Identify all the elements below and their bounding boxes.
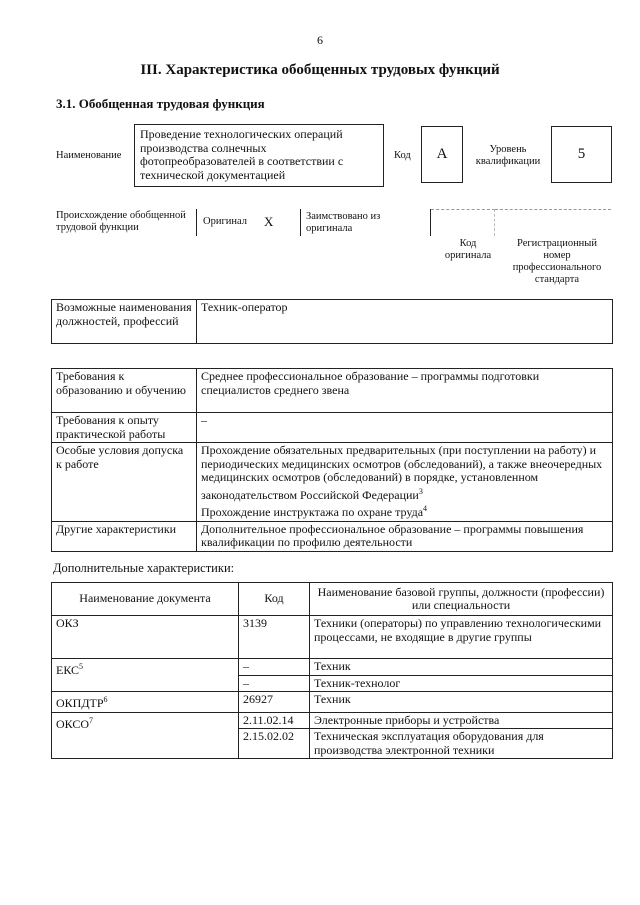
doc-cell [52, 712, 239, 759]
additional-title: Дополнительные характеристики: [53, 561, 235, 575]
code-box [421, 126, 463, 183]
conditions-value-2: Прохождение инструктажа по охране труда [201, 505, 424, 519]
doc-cell [52, 692, 239, 713]
table-row [52, 413, 613, 443]
header-name: Наименование базовой группы, должности (профессии) или специальности [310, 583, 613, 616]
original-label: Оригинал [203, 216, 247, 227]
function-name-box [134, 124, 384, 187]
subsection-title: 3.1. Обобщенная трудовая функция [56, 96, 265, 111]
conditions-label: Особые условия допуска к работе [52, 443, 197, 522]
table-header-row [52, 583, 613, 616]
doc-name: ЕКС [56, 663, 80, 677]
conditions-cell [197, 443, 613, 522]
education-value: Среднее профессиональное образование – программы подготовки специалистов среднего звена [197, 369, 613, 413]
name-cell: Техник [310, 692, 613, 713]
doc-cell [52, 616, 239, 659]
footnote-3: 3 [418, 486, 423, 496]
requirements-table [51, 368, 613, 552]
code-cell: – [239, 675, 310, 692]
experience-value: – [197, 413, 613, 443]
code-original-caption: Код оригинала [444, 238, 492, 261]
conditions-value: Прохождение обязательных предварительных (при поступлении на работу) и периодических медицинских осмотров (обследований), а также внеочередных медицинских осмотров (обследований) в порядке, установленном законодательством Российской Федерации [201, 443, 603, 502]
level-label: Уровень квалификации [475, 144, 541, 167]
table-row [52, 521, 613, 551]
code-cell: 3139 [239, 616, 310, 659]
header-document: Наименование документа [52, 583, 239, 616]
level-box [551, 126, 612, 183]
original-mark: X [264, 214, 274, 229]
footnote-5: 5 [79, 662, 84, 671]
name-cell: Техник [310, 659, 613, 676]
table-row [52, 659, 613, 676]
other-label: Другие характеристики [52, 521, 197, 551]
positions-label: Возможные наименования должностей, профессий [52, 300, 197, 344]
code-label: Код [394, 150, 411, 161]
code-cell: 2.15.02.02 [239, 729, 310, 759]
code-cell: 26927 [239, 692, 310, 713]
section-title: III. Характеристика обобщенных трудовых функций [140, 62, 500, 78]
footnote-7: 7 [89, 715, 94, 725]
doc-name: ОКЗ [56, 616, 79, 630]
name-label: Наименование [56, 150, 122, 161]
doc-cell [52, 659, 239, 692]
experience-label: Требования к опыту практической работы [52, 413, 197, 443]
name-cell: Техники (операторы) по управлению технологическими процессами, не входящие в другие группы [310, 616, 613, 659]
footnote-6: 6 [103, 695, 108, 704]
table-row [52, 712, 613, 729]
borrowed-label: Заимствовано из оригинала [306, 211, 381, 234]
table-row [52, 692, 613, 713]
table-row [52, 300, 613, 344]
doc-name: ОКСО [56, 716, 90, 731]
doc-name: ОКПДТР [56, 696, 104, 710]
education-label: Требования к образованию и обучению [52, 369, 197, 413]
level-value: 5 [577, 146, 586, 162]
origin-row [196, 209, 611, 236]
reg-number-caption: Регистрационный номер профессионального стандарта [512, 238, 602, 285]
page-number: 6 [317, 33, 323, 47]
code-original-cell [431, 209, 495, 236]
code-cell: 2.11.02.14 [239, 712, 310, 729]
positions-table [51, 299, 613, 344]
code-value: A [436, 146, 448, 162]
original-cell [196, 209, 301, 236]
header-code: Код [239, 583, 310, 616]
borrowed-cell [301, 209, 431, 236]
name-cell: Электронные приборы и устройства [310, 712, 613, 729]
name-cell: Техническая эксплуатация оборудования для производства электронной техники [310, 729, 613, 759]
table-row [52, 369, 613, 413]
origin-label: Происхождение обобщенной трудовой функции [56, 210, 186, 233]
table-row [52, 443, 613, 522]
positions-value: Техник-оператор [197, 300, 613, 344]
name-cell: Техник-технолог [310, 675, 613, 692]
footnote-4: 4 [423, 504, 428, 513]
other-value: Дополнительное профессиональное образование – программы повышения квалификации по профилю деятельности [197, 521, 613, 551]
code-cell: – [239, 659, 310, 676]
table-row [52, 616, 613, 659]
function-name: Проведение технологических операций производства солнечных фотопреобразователей в соответствии с технической документацией [140, 127, 344, 182]
reg-number-cell [495, 209, 611, 236]
additional-table [51, 582, 613, 759]
